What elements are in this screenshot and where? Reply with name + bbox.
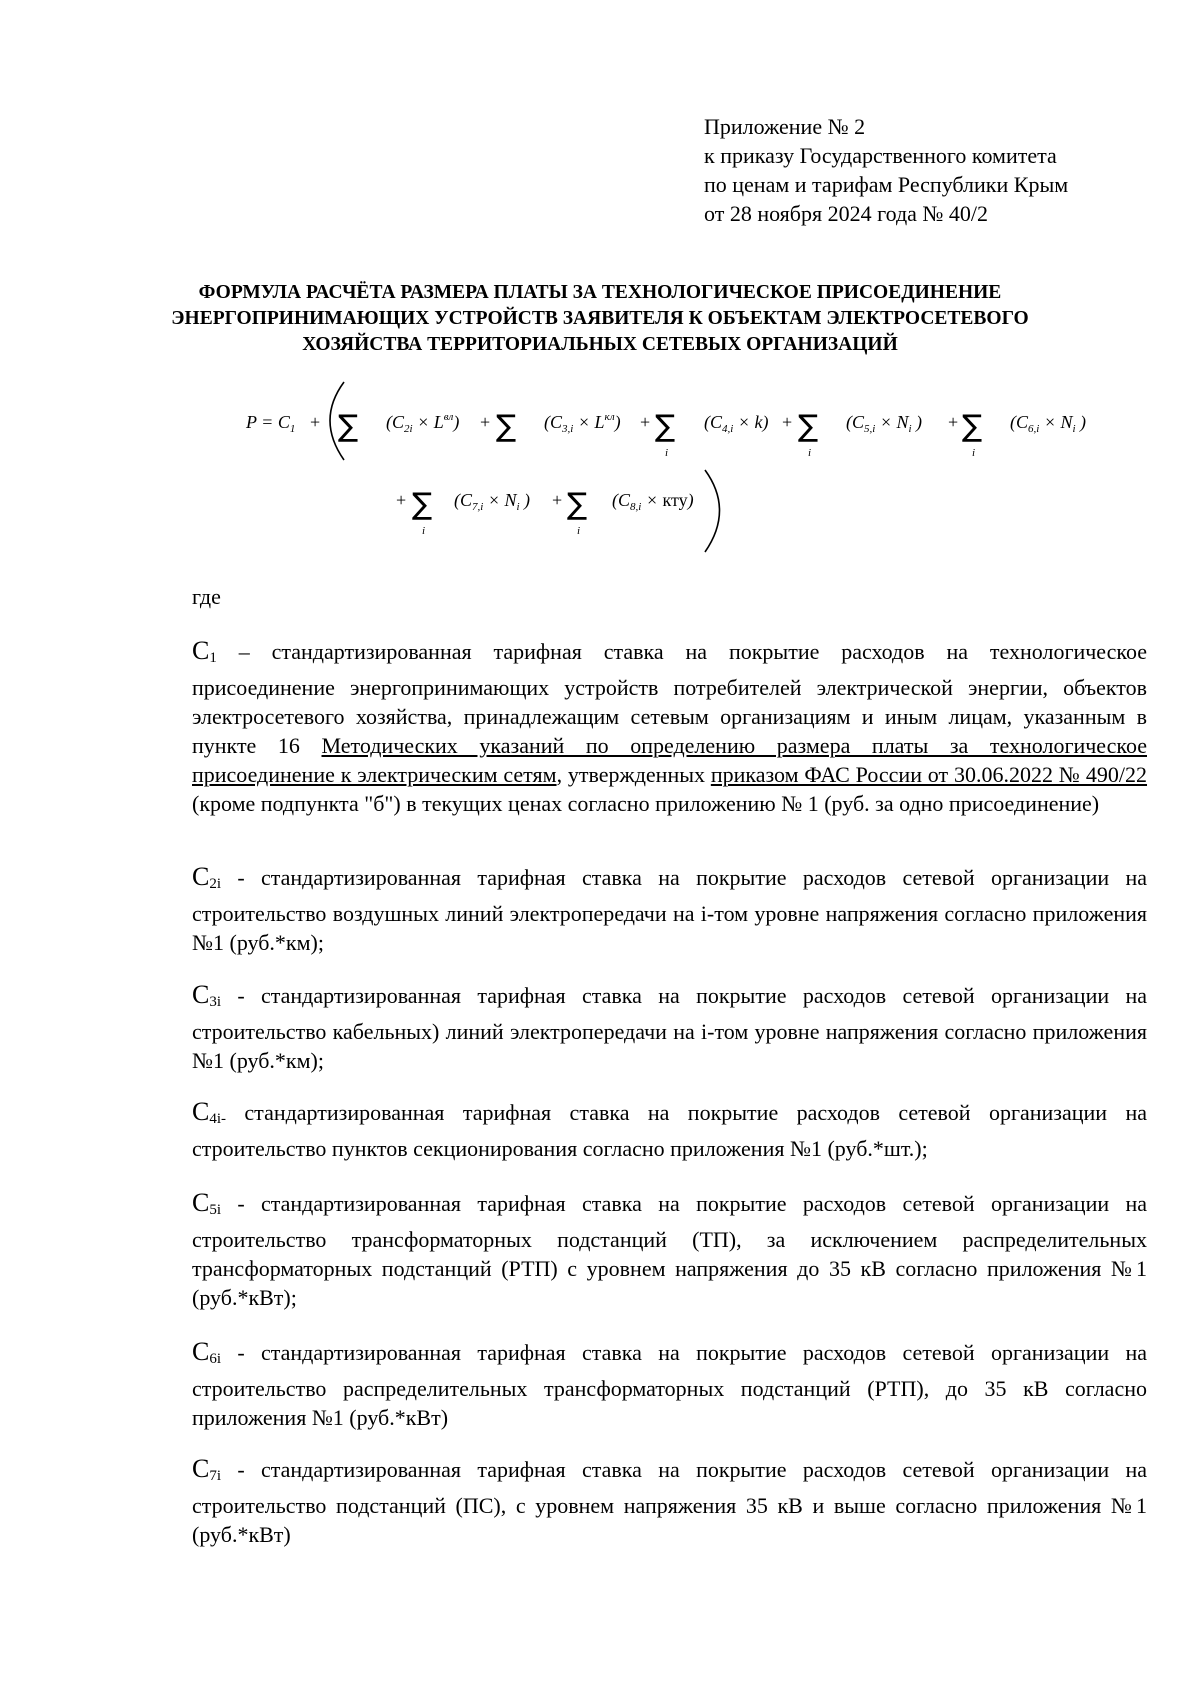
formula-term-c6: ($C_{6,i} \times N_i$ )	[1010, 412, 1087, 435]
symbol-c: С	[192, 1097, 210, 1126]
formula-plus: +	[396, 490, 407, 510]
symbol-c: С	[192, 1454, 210, 1483]
appendix-line: от 28 ноября 2024 года № 40/2	[704, 201, 989, 226]
formula-sum-sign: ∑	[567, 487, 588, 522]
appendix-header	[704, 112, 1164, 228]
definition-c7	[192, 1454, 1147, 1549]
definition-c1	[192, 636, 1147, 818]
formula-sum-index: i	[422, 525, 426, 537]
formula-plus: +	[782, 412, 793, 432]
symbol-c: С	[192, 1337, 210, 1366]
formula-sum-index: i	[972, 447, 976, 459]
formula-right-paren	[705, 470, 720, 552]
formula-plus: +	[310, 412, 321, 432]
formula-sum-sign: ∑	[496, 409, 517, 444]
symbol-c: С	[192, 862, 210, 891]
formula-term-c7: ($C_{7,i} \times N_i$ )	[454, 490, 531, 513]
where-label: где	[192, 584, 221, 609]
definition-text: , утвержденных	[556, 762, 711, 787]
title-line: ХОЗЯЙСТВА ТЕРРИТОРИАЛЬНЫХ СЕТЕВЫХ ОРГАНИЗАЦИЙ	[302, 334, 898, 355]
definition-c2	[192, 862, 1147, 957]
definition-text: - стандартизированная тарифная ставка на покрытие расходов сетевой организации на строительство трансформаторных подстанций (ТП), за исключением распределительных трансформаторных подстанций (РТП) с уровнем напряжения до 35 кВ согласно приложения №1 (руб.*кВт);	[192, 1191, 1147, 1310]
formula-graphic	[0, 380, 1200, 560]
formula-term-c4: $(C_{4,i} \times k)$	[704, 412, 769, 435]
formula-sum-index: i	[808, 447, 812, 459]
definition-text: – стандартизированная тарифная ставка на покрытие расходов на технологическое присоединение энергопринимающих устройств потребителей электрической энергии, объектов электросетевого хозяйства, принадлежащим сетевым организациям и иным лицам, указанным в пункте 16	[192, 639, 1147, 758]
definition-text: - стандартизированная тарифная ставка на покрытие расходов сетевой организации на строительство воздушных линий электропередачи на i-том уровне напряжения согласно приложения №1 (руб.*км);	[192, 865, 1147, 955]
formula-sum-index: i	[665, 447, 669, 459]
formula-term-c8: $(C_{8,i} \times кту)$	[612, 490, 694, 513]
formula-term-c2: $(C_{2i} \times L^{вл})$	[386, 411, 460, 435]
formula-sum-sign: ∑	[962, 409, 983, 444]
definition-text: стандартизированная тарифная ставка на покрытие расходов сетевой организации на строительство пунктов секционирования согласно приложения №1 (руб.*шт.);	[192, 1100, 1147, 1161]
appendix-line: по ценам и тарифам Республики Крым	[704, 172, 1069, 197]
formula-sum-sign: ∑	[338, 409, 359, 444]
formula-sum-sign: ∑	[798, 409, 819, 444]
formula-plus: +	[948, 412, 959, 432]
symbol-subscript: 7i	[209, 1468, 222, 1484]
formula-term-c5: ($C_{5,i} \times N_i$ )	[846, 412, 923, 435]
fas-order-link[interactable]: приказом ФАС России от 30.06.2022 № 490/22	[710, 762, 1148, 787]
symbol-subscript: 3i	[209, 994, 222, 1010]
definition-c3	[192, 980, 1147, 1075]
payment-formula	[0, 380, 1200, 560]
formula-sum-index: i	[577, 525, 581, 537]
definition-c5	[192, 1188, 1147, 1312]
formula-sum-sign: ∑	[412, 487, 433, 522]
title-line: ФОРМУЛА РАСЧЁТА РАЗМЕРА ПЛАТЫ ЗА ТЕХНОЛОГИЧЕСКОЕ ПРИСОЕДИНЕНИЕ	[198, 282, 1002, 303]
title-line: ЭНЕРГОПРИНИМАЮЩИХ УСТРОЙСТВ ЗАЯВИТЕЛЯ К ОБЪЕКТАМ ЭЛЕКТРОСЕТЕВОГО	[171, 308, 1029, 329]
symbol-subscript: 2i	[209, 876, 222, 892]
formula-lhs: $P = C_1$	[246, 412, 296, 435]
formula-plus: +	[552, 490, 563, 510]
symbol-c: С	[192, 636, 210, 665]
formula-plus: +	[640, 412, 651, 432]
appendix-line: к приказу Государственного комитета	[704, 143, 1057, 168]
definition-text: (кроме подпункта "б") в текущих ценах согласно приложению № 1 (руб. за одно присоединение)	[192, 791, 1100, 816]
definition-text: - стандартизированная тарифная ставка на покрытие расходов сетевой организации на строительство кабельных) линий электропередачи на i-том уровне напряжения согласно приложения №1 (руб.*км);	[192, 983, 1147, 1073]
formula-plus: +	[480, 412, 491, 432]
definition-c4	[192, 1097, 1147, 1163]
appendix-line: Приложение № 2	[704, 114, 866, 139]
document-title	[150, 280, 1050, 358]
formula-term-c3: $(C_{3,i} \times L^{кл})$	[544, 411, 621, 435]
formula-sum-sign: ∑	[655, 409, 676, 444]
symbol-subscript: 5i	[209, 1202, 222, 1218]
symbol-subscript: 6i	[209, 1351, 222, 1367]
definition-text: - стандартизированная тарифная ставка на покрытие расходов сетевой организации на строительство подстанций (ПС), с уровнем напряжения 35 кВ и выше согласно приложения №1 (руб.*кВт)	[192, 1457, 1147, 1547]
symbol-subscript: 4i-	[209, 1111, 227, 1127]
symbol-c: С	[192, 1188, 210, 1217]
symbol-subscript: 1	[209, 650, 217, 666]
definition-c6	[192, 1337, 1147, 1432]
symbol-c: С	[192, 980, 210, 1009]
definition-text: - стандартизированная тарифная ставка на покрытие расходов сетевой организации на строительство распределительных трансформаторных подстанций (РТП), до 35 кВ согласно приложения №1 (руб.*кВт)	[192, 1340, 1147, 1430]
methodical-guidelines-link[interactable]: Методических указаний по определению размера платы за технологическое присоединение к электрическим сетям	[192, 733, 1147, 787]
